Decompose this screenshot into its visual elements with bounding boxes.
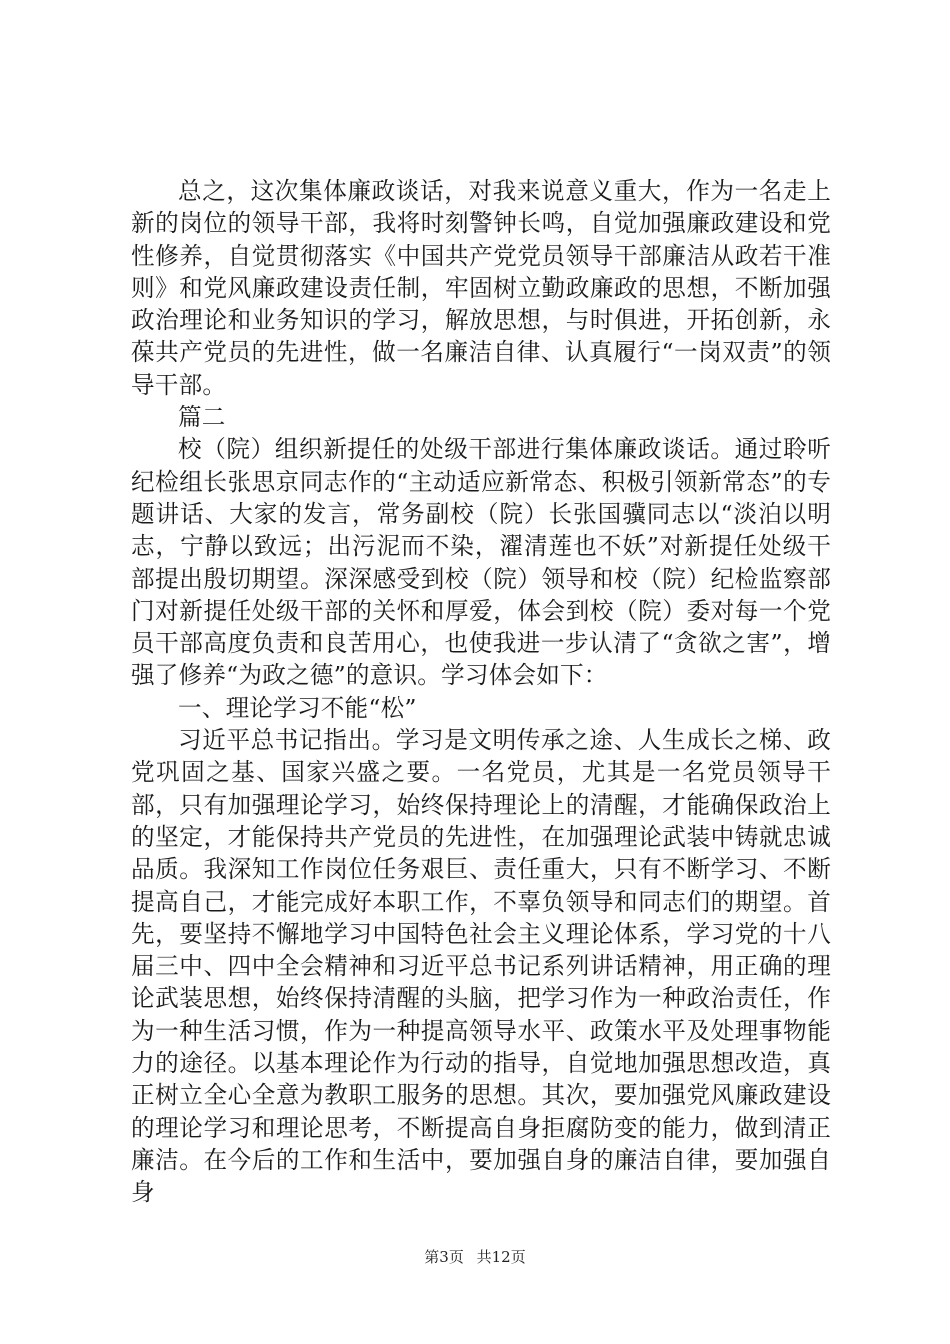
page-footer	[0, 1246, 950, 1267]
page-total: 共12页	[476, 1248, 526, 1266]
paragraph-theory-study: 习近平总书记指出。学习是文明传承之途、人生成长之梯、政党巩固之基、国家兴盛之要。一名党员，尤其是一名党员领导干部，只有加强理论学习，始终保持理论上的清醒，才能确保政治上的坚定，才能保持共产党员的先进性，在加强理论武装中铸就忠诚品质。我深知工作岗位任务艰巨、责任重大，只有不断学习、不断提高自己，才能完成好本职工作，不辜负领导和同志们的期望。首先，要坚持不懈地学习中国特色社会主义理论体系，学习党的十八届三中、四中全会精神和习近平总书记系列讲话精神，用正确的理论武装思想，始终保持清醒的头脑，把学习作为一种政治责任，作为一种生活习惯，作为一种提高领导水平、政策水平及处理事物能力的途径。以基本理论作为行动的指导，自觉地加强思想改造，真正树立全心全意为教职工服务的思想。其次，要加强党风廉政建设的理论学习和理论思考，不断提高自身拒腐防变的能力，做到清正廉洁。在今后的工作和生活中，要加强自身的廉洁自律，要加强自身	[131, 726, 831, 1207]
paragraph-conclusion: 总之，这次集体廉政谈话，对我来说意义重大，作为一名走上新的岗位的领导干部，我将时刻警钟长鸣，自觉加强廉政建设和党性修养，自觉贯彻落实《中国共产党党员领导干部廉洁从政若干准则》和党风廉政建设责任制，牢固树立勤政廉政的思想，不断加强政治理论和业务知识的学习，解放思想，与时俱进，开拓创新，永葆共产党员的先进性，做一名廉洁自律、认真履行“一岗双责”的领导干部。	[131, 177, 831, 399]
document-body	[131, 175, 831, 1209]
section-heading-part-two: 篇二	[178, 403, 226, 432]
paragraph-intro: 校（院）组织新提任的处级干部进行集体廉政谈话。通过聆听纪检组长张思京同志作的“主动适应新常态、积极引领新常态”的专题讲话、大家的发言，常务副校（院）长张国骥同志以“淡泊以明志，宁静以致远；出污泥而不染，濯清莲也不妖”对新提任处级干部提出殷切期望。深深感受到校（院）领导和校（院）纪检监察部门对新提任处级干部的关怀和厚爱，体会到校（院）委对每一个党员干部高度负责和良苦用心，也使我进一步认清了“贪欲之害”，增强了修养“为政之德”的意识。学习体会如下：	[131, 435, 831, 690]
page-number: 第3页	[424, 1248, 464, 1266]
section-heading-theory-study: 一、理论学习不能“松”	[178, 693, 417, 722]
